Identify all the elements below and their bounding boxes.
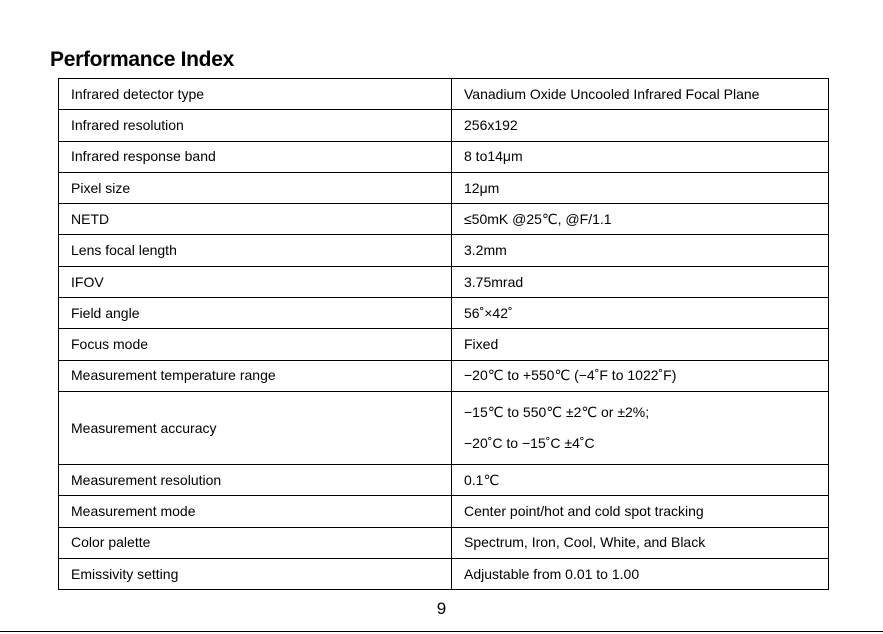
spec-label: Measurement resolution	[59, 464, 452, 495]
page-title: Performance Index	[50, 48, 234, 71]
table-row	[59, 329, 829, 360]
spec-value-cell	[452, 391, 829, 464]
spec-value: 56˚×42˚	[452, 298, 829, 329]
spec-label: Lens focal length	[59, 235, 452, 266]
spec-value: Fixed	[452, 329, 829, 360]
spec-value: Spectrum, Iron, Cool, White, and Black	[452, 527, 829, 558]
spec-value: Adjustable from 0.01 to 1.00	[452, 558, 829, 589]
table-row	[59, 266, 829, 297]
spec-value: 256x192	[452, 110, 829, 141]
spec-label: Color palette	[59, 527, 452, 558]
table-row	[59, 496, 829, 527]
spec-value: Vanadium Oxide Uncooled Infrared Focal Plane	[452, 79, 829, 110]
performance-table	[58, 78, 829, 590]
spec-value: ≤50mK @25℃, @F/1.1	[452, 204, 829, 235]
page-number: 9	[436, 599, 447, 618]
spec-label: IFOV	[59, 266, 452, 297]
table-row	[59, 527, 829, 558]
spec-label: Infrared response band	[59, 141, 452, 172]
spec-value: 3.2mm	[452, 235, 829, 266]
bottom-divider	[0, 631, 883, 632]
spec-label: Pixel size	[59, 172, 452, 203]
spec-value: 12μm	[452, 172, 829, 203]
spec-label: Measurement mode	[59, 496, 452, 527]
spec-value: 0.1℃	[452, 464, 829, 495]
spec-value: Center point/hot and cold spot tracking	[452, 496, 829, 527]
spec-label: Infrared detector type	[59, 79, 452, 110]
table-row	[59, 204, 829, 235]
table-row	[59, 360, 829, 391]
spec-value: −20℃ to +550℃ (−4˚F to 1022˚F)	[452, 360, 829, 391]
spec-label: Infrared resolution	[59, 110, 452, 141]
spec-label: Focus mode	[59, 329, 452, 360]
table-row	[59, 141, 829, 172]
spec-label: Measurement temperature range	[59, 360, 452, 391]
spec-value: −15℃ to 550℃ ±2℃ or ±2%;	[464, 404, 650, 421]
table-row	[59, 391, 829, 464]
table-row	[59, 558, 829, 589]
spec-value: 8 to14μm	[452, 141, 829, 172]
table-row	[59, 79, 829, 110]
table-row	[59, 298, 829, 329]
spec-label: Measurement accuracy	[59, 391, 452, 464]
spec-value: 3.75mrad	[452, 266, 829, 297]
spec-value-secondary: −20˚C to −15˚C ±4˚C	[464, 434, 595, 451]
table-row	[59, 172, 829, 203]
spec-label: Field angle	[59, 298, 452, 329]
table-row	[59, 464, 829, 495]
table-row	[59, 110, 829, 141]
spec-label: Emissivity setting	[59, 558, 452, 589]
table-row	[59, 235, 829, 266]
spec-label: NETD	[59, 204, 452, 235]
